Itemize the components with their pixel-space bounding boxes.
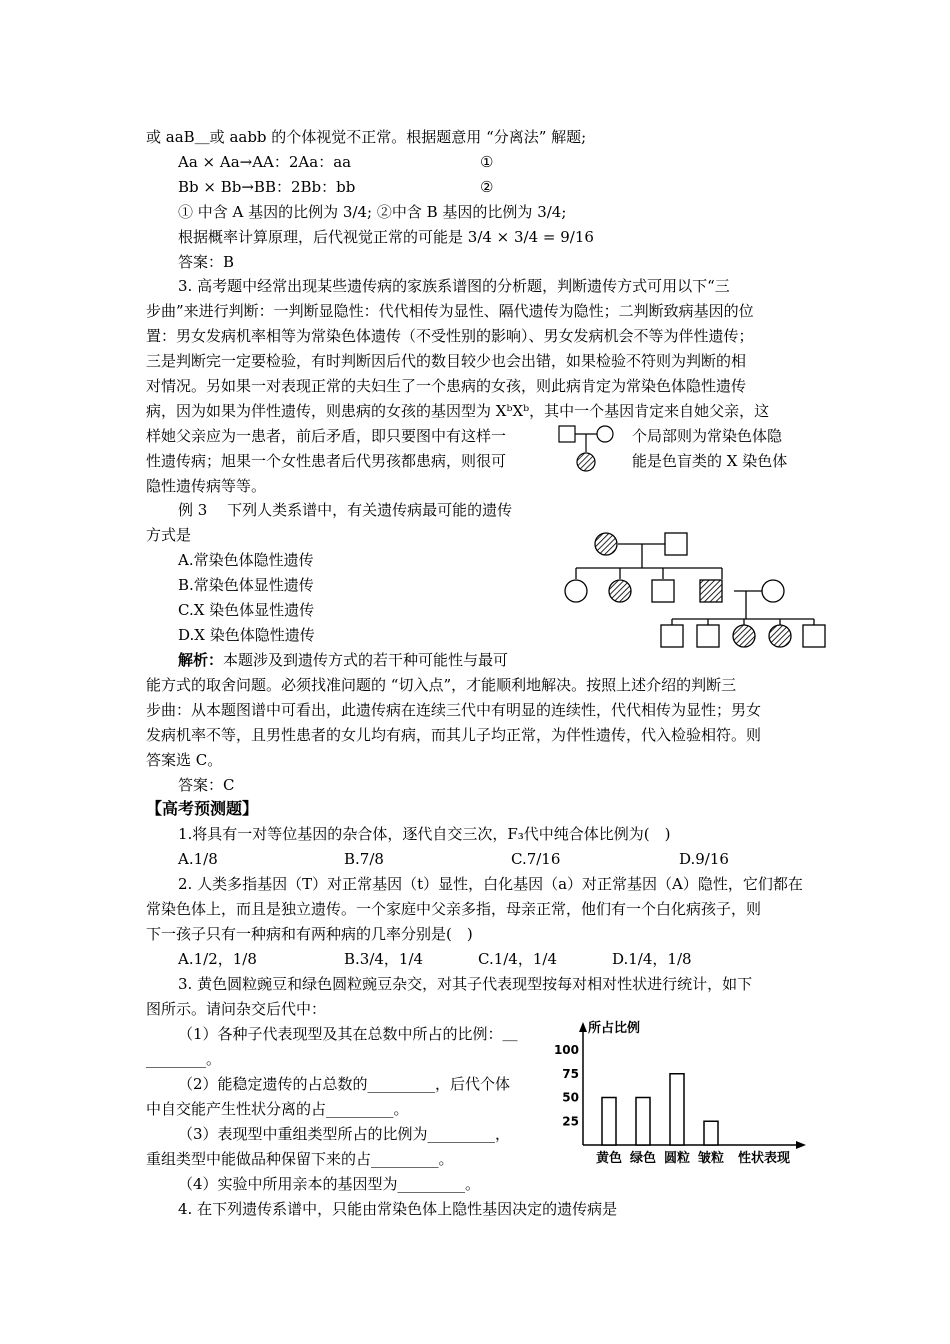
- q2-option-d: D.1/4，1/8: [612, 950, 692, 968]
- category-label: 黄色: [595, 1151, 623, 1166]
- text-line: Bb × Bb→BB：2Bb：bb: [178, 178, 356, 196]
- female-symbol: [565, 580, 587, 602]
- affected-female-symbol: [609, 580, 631, 602]
- paragraph-line: 步曲”来进行判断：一判断显隐性：代代相传为显性、隔代遗传为隐性；二判断致病基因的位: [146, 302, 754, 320]
- bar: [670, 1074, 684, 1145]
- y-tick-label: 25: [562, 1114, 579, 1129]
- text-line: 方式是: [146, 526, 192, 544]
- text-line: 发病机率不等，且男性患者的女儿均有病，而其儿子均正常，为伴性遗传，代入检验相符。则: [146, 726, 762, 744]
- example-title: 例 3 下列人类系谱中，有关遗传病最可能的遗传: [178, 501, 513, 519]
- q1-option-b: B.7/8: [344, 850, 384, 868]
- answer-line: 答案：C: [178, 776, 235, 794]
- q1-option-d: D.9/16: [679, 850, 729, 868]
- text-line: 图所示。请问杂交后代中：: [146, 1000, 327, 1018]
- q2-option-a: A.1/2，1/8: [178, 950, 257, 968]
- q3-part-3: （3）表现型中重组类型所占的比例为_________，: [178, 1125, 511, 1143]
- affected-female-symbol: [595, 533, 617, 555]
- category-label: 皱粒: [697, 1151, 725, 1166]
- paragraph-line: 个局部则为常染色体隐: [632, 427, 783, 445]
- bar: [602, 1098, 616, 1146]
- q3-part-4: （4）实验中所用亲本的基因型为_________。: [178, 1175, 481, 1193]
- answer-line: 答案：B: [178, 253, 235, 271]
- option-a: A.常染色体隐性遗传: [178, 551, 314, 569]
- text-line: 重组类型中能做品种保留下来的占_________。: [146, 1150, 454, 1168]
- affected-male-symbol: [700, 580, 722, 602]
- bar: [636, 1098, 650, 1146]
- paragraph-line: 置：男女发病机率相等为常染色体遗传（不受性别的影响）、男女发病机会不等为伴性遗传；: [146, 327, 754, 345]
- question-3: 3. 黄色圆粒豌豆和绿色圆粒豌豆杂交，对其子代表现型按每对相对性状进行统计，如下: [178, 975, 753, 993]
- affected-female-symbol: [733, 625, 755, 647]
- affected-female-symbol: [577, 453, 595, 471]
- q2-option-b: B.3/4，1/4: [344, 950, 424, 968]
- section-heading: 【高考预测题】: [146, 799, 259, 818]
- category-label: 绿色: [629, 1151, 657, 1166]
- female-symbol: [762, 580, 784, 602]
- female-symbol: [597, 426, 613, 442]
- y-axis-arrow: [579, 1022, 587, 1032]
- text-line: 中自交能产生性状分离的占_________。: [146, 1100, 409, 1118]
- male-symbol: [665, 533, 687, 555]
- q3-part-2: （2）能稳定遗传的占总数的_________，后代个体: [178, 1075, 511, 1093]
- x-axis-label: 性状表现: [738, 1151, 791, 1166]
- analysis-line: [178, 650, 508, 670]
- q3-part-1: （1）各种子代表现型及其在总数中所占的比例：＿: [178, 1025, 518, 1043]
- male-symbol: [559, 426, 575, 442]
- paragraph-line: 对情况。另如果一对表现正常的夫妇生了一个患病的女孩，则此病肯定为常染色体隐性遗传: [146, 377, 747, 395]
- text-line: 下一孩子只有一种病和有两种病的几率分别是( ): [146, 925, 473, 943]
- male-symbol: [803, 625, 825, 647]
- q2-option-c: C.1/4，1/4: [478, 950, 557, 968]
- option-d: D.X 染色体隐性遗传: [178, 626, 315, 644]
- male-symbol: [661, 625, 683, 647]
- y-tick-label: 50: [562, 1090, 579, 1105]
- text-line: 答案选 C。: [146, 751, 223, 769]
- paragraph-line: 样她父亲应为一患者，前后矛盾，即只要图中有这样一: [146, 427, 507, 445]
- inline-pedigree-fragment: [555, 420, 635, 478]
- paragraph-line: 能是色盲类的 X 染色体: [632, 452, 788, 470]
- paragraph-line: 3. 高考题中经常出现某些遗传病的家族系谱图的分析题，判断遗传方式可用以下“三: [178, 277, 730, 295]
- option-b: B.常染色体显性遗传: [178, 576, 314, 594]
- text-line: 常染色体上，而且是独立遗传。一个家庭中父亲多指，母亲正常，他们有一个白化病孩子，则: [146, 900, 762, 918]
- text-line: 根据概率计算原理，后代视觉正常的可能是 3/4 × 3/4 = 9/16: [178, 228, 594, 246]
- text-line: 步曲：从本题图谱中可看出，此遗传病在连续三代中有明显的连续性，代代相传为显性；男女: [146, 701, 762, 719]
- pedigree-diagram: [560, 525, 835, 657]
- text-line: ① 中含 A 基因的比例为 3/4; ②中含 B 基因的比例为 3/4;: [178, 203, 567, 221]
- y-tick-label: 75: [562, 1066, 579, 1081]
- paragraph-line: 隐性遗传病等等。: [146, 477, 267, 495]
- question-1: 1.将具有一对等位基因的杂合体，逐代自交三次，F₃代中纯合体比例为( ): [178, 825, 671, 843]
- text-line: Aa × Aa→AA：2Aa：aa: [178, 153, 352, 171]
- text-line: ①: [480, 153, 494, 171]
- paragraph-line: 性遗传病；旭果一个女性患者后代男孩都患病，则很可: [146, 452, 507, 470]
- question-4: 4. 在下列遗传系谱中，只能由常染色体上隐性基因决定的遗传病是: [178, 1200, 618, 1218]
- y-tick-label: 100: [553, 1043, 579, 1057]
- male-symbol: [652, 580, 674, 602]
- bar: [704, 1121, 718, 1145]
- analysis-text: 本题涉及到遗传方式的若干种可能性与最可: [223, 651, 509, 669]
- option-c: C.X 染色体显性遗传: [178, 601, 315, 619]
- text-line: 或 aaB＿或 aabb 的个体视觉不正常。根据题意用 “分离法” 解题;: [146, 128, 587, 146]
- affected-female-symbol: [769, 625, 791, 647]
- text-line: ②: [480, 178, 494, 196]
- paragraph-line: 三是判断完一定要检验，有时判断因后代的数目较少也会出错，如果检验不符则为判断的相: [146, 352, 747, 370]
- x-axis-arrow: [796, 1141, 806, 1149]
- male-symbol: [697, 625, 719, 647]
- y-axis-label: 所占比例: [588, 1021, 641, 1036]
- analysis-label: 解析：: [178, 651, 224, 669]
- category-label: 圆粒: [663, 1151, 691, 1166]
- paragraph-line: 病，因为如果为伴性遗传，则患病的女孩的基因型为 XᵇXᵇ，其中一个基因肯定来自她父亲，这: [146, 402, 770, 420]
- question-2: 2. 人类多指基因（T）对正常基因（t）显性，白化基因（a）对正常基因（A）隐性，它们都在: [178, 875, 803, 893]
- ratio-bar-chart: [548, 1018, 813, 1168]
- q1-option-c: C.7/16: [511, 850, 561, 868]
- text-line: 能方式的取舍问题。必须找准问题的 “切入点”，才能顺利地解决。按照上述介绍的判断三: [146, 676, 737, 694]
- text-line: ________。: [146, 1050, 222, 1068]
- q1-option-a: A.1/8: [178, 850, 218, 868]
